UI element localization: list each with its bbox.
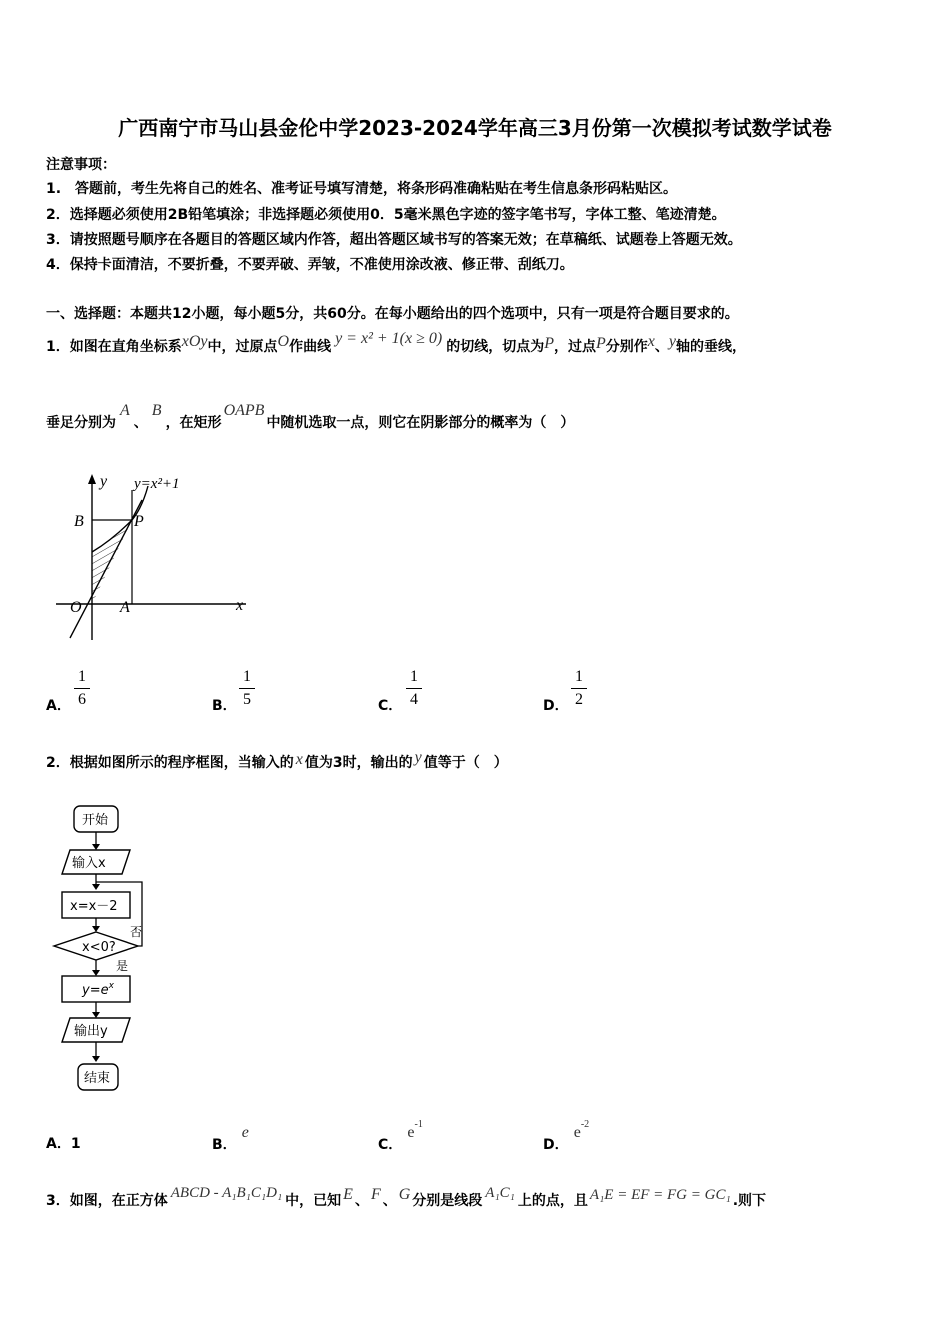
q1-text: 分别作 bbox=[605, 339, 648, 355]
x-axis-label: x bbox=[236, 597, 244, 614]
arrow-head-icon bbox=[92, 970, 100, 976]
q1-text: 中，过原点 bbox=[207, 339, 278, 355]
q2-text: 2．根据如图所示的程序框图，当输入的 bbox=[46, 755, 294, 771]
denominator: 2 bbox=[575, 691, 583, 708]
option-label: A． bbox=[46, 1136, 71, 1152]
q1-text: 、 bbox=[133, 415, 148, 431]
q1-math: xOy bbox=[181, 333, 208, 350]
q3-text: 中，已知 bbox=[285, 1193, 342, 1209]
fraction-bar bbox=[571, 688, 587, 689]
option-label: D． bbox=[543, 1137, 569, 1153]
q2-option-a[interactable] bbox=[46, 1133, 81, 1153]
q2-math: y bbox=[414, 749, 422, 766]
y-axis-arrow-icon bbox=[88, 474, 96, 484]
q1-text: 轴的垂线， bbox=[676, 339, 746, 355]
arrow-head-icon bbox=[92, 1056, 100, 1062]
q2-text: 值等于（ ） bbox=[423, 755, 508, 771]
arrow-head-icon bbox=[92, 1012, 100, 1018]
flow-assign-label: x=x－2 bbox=[70, 899, 118, 914]
q1-option-b-fraction[interactable] bbox=[237, 668, 257, 709]
page-title: 广西南宁市马山县金伦中学2023-2024学年高三3月份第一次模拟考试数学试卷 bbox=[118, 116, 832, 140]
q3-math: F bbox=[370, 1186, 381, 1203]
arrow-head-icon bbox=[92, 844, 100, 850]
q1-math: P bbox=[544, 335, 554, 352]
arrow-head-icon bbox=[92, 884, 100, 890]
q1-text: ，在矩形 bbox=[165, 415, 222, 431]
q2-math: x bbox=[295, 751, 303, 768]
q3-math: A₁E = EF = FG = GC₁ bbox=[589, 1187, 731, 1203]
flow-no-label: 否 bbox=[130, 925, 143, 939]
q3-math: G bbox=[398, 1186, 411, 1203]
flow-calc-base: y=e bbox=[82, 983, 109, 998]
point-a-label: A bbox=[120, 599, 130, 616]
flow-input-label: 输入x bbox=[72, 856, 106, 871]
notice-item: 3．请按照题号顺序在各题目的答题区域内作答，超出答题区域书写的答案无效；在草稿纸、试题卷上答题无效。 bbox=[46, 232, 742, 248]
q1-text: 的切线，切点为 bbox=[446, 339, 545, 355]
fraction-bar bbox=[74, 688, 90, 689]
shaded-region bbox=[92, 520, 132, 604]
q2-option-b[interactable] bbox=[212, 1124, 249, 1153]
flow-calc-exp: x bbox=[108, 981, 114, 991]
q1-text: 1．如图在直角坐标系 bbox=[46, 339, 182, 355]
numerator: 1 bbox=[410, 668, 418, 685]
q1-option-b-label[interactable]: B． bbox=[212, 698, 237, 714]
q3-math: E bbox=[343, 1186, 353, 1203]
option-label: C． bbox=[378, 1137, 403, 1153]
question-1-line-2 bbox=[46, 402, 575, 432]
flow-calc-label bbox=[81, 981, 115, 998]
notice-heading: 注意事项： bbox=[46, 157, 116, 173]
q1-option-c-fraction[interactable] bbox=[404, 668, 424, 709]
option-exp: -2 bbox=[580, 1118, 590, 1130]
denominator: 5 bbox=[243, 691, 251, 708]
option-base: e bbox=[407, 1124, 415, 1141]
numerator: 1 bbox=[78, 668, 86, 685]
q1-math: y bbox=[668, 333, 676, 350]
q3-math: A₁C₁ bbox=[485, 1185, 515, 1201]
q1-text: 作曲线 bbox=[289, 339, 332, 355]
q1-math: x bbox=[647, 333, 655, 350]
q1-text: ，过点 bbox=[554, 339, 596, 355]
option-value: 1 bbox=[70, 1136, 81, 1152]
origin-label: O bbox=[70, 599, 82, 616]
q1-option-a-label[interactable]: A． bbox=[46, 698, 71, 714]
q1-graph-figure bbox=[50, 470, 260, 645]
point-b-label: B bbox=[74, 513, 84, 530]
curve-label: y=x²+1 bbox=[134, 476, 180, 492]
q2-option-d[interactable] bbox=[543, 1118, 590, 1153]
q1-text: 、 bbox=[654, 339, 669, 355]
q1-math: P bbox=[596, 335, 606, 352]
q1-curve-math: y = x² + 1(x ≥ 0) bbox=[335, 330, 443, 347]
denominator: 6 bbox=[78, 691, 86, 708]
notice-item: 4．保持卡面清洁，不要折叠，不要弄破、弄皱，不准使用涂改液、修正带、刮纸刀。 bbox=[46, 257, 574, 273]
q1-option-c-label[interactable]: C． bbox=[378, 698, 403, 714]
question-3-line bbox=[46, 1185, 767, 1210]
option-exp: -1 bbox=[414, 1118, 423, 1130]
section-heading: 一、选择题：本题共12小题，每小题5分，共60分。在每小题给出的四个选项中，只有一项是符合题目要求的。 bbox=[46, 306, 739, 322]
q2-flowchart bbox=[46, 796, 166, 1096]
q1-option-a-fraction[interactable] bbox=[72, 668, 92, 709]
q3-text: 、 bbox=[382, 1193, 397, 1209]
flow-end-label: 结束 bbox=[84, 1071, 111, 1086]
numerator: 1 bbox=[243, 668, 251, 685]
arrow-head-icon bbox=[92, 926, 100, 932]
fraction-bar bbox=[239, 688, 255, 689]
q2-option-c[interactable] bbox=[378, 1118, 423, 1153]
q3-text: 上的点，且 bbox=[517, 1193, 588, 1209]
q1-math: B bbox=[151, 402, 162, 419]
q3-math: ABCD - A₁B₁C₁D₁ bbox=[170, 1185, 283, 1201]
denominator: 4 bbox=[410, 691, 418, 708]
numerator: 1 bbox=[575, 668, 583, 685]
q1-math: OAPB bbox=[223, 402, 265, 419]
point-p-label: P bbox=[134, 513, 144, 530]
q3-text: 分别是线段 bbox=[412, 1193, 483, 1209]
q1-text: 垂足分别为 bbox=[46, 415, 116, 431]
q1-math: O bbox=[277, 333, 290, 350]
flow-condition-label: x<0? bbox=[82, 940, 116, 955]
q2-text: 值为3时，输出的 bbox=[304, 755, 413, 771]
q3-text: 3．如图，在正方体 bbox=[46, 1193, 168, 1209]
notice-item: 2．选择题必须使用2B铅笔填涂；非选择题必须使用0．5毫米黑色字迹的签字笔书写，字体工整、笔迹清楚。 bbox=[46, 207, 726, 223]
fraction-bar bbox=[406, 688, 422, 689]
q1-text: 中随机选取一点，则它在阴影部分的概率为（ ） bbox=[266, 415, 575, 431]
option-value: e bbox=[241, 1124, 249, 1141]
option-label: B． bbox=[212, 1137, 237, 1153]
question-1-line-1 bbox=[46, 330, 746, 356]
q1-option-d-fraction[interactable] bbox=[569, 668, 589, 709]
flow-yes-label: 是 bbox=[116, 959, 129, 973]
flow-start-label: 开始 bbox=[82, 813, 109, 828]
y-axis-label: y bbox=[100, 473, 108, 490]
q3-text: .则下 bbox=[732, 1193, 767, 1209]
question-2-line bbox=[46, 749, 508, 772]
option-base: e bbox=[573, 1124, 581, 1141]
notice-item: 1. 答题前，考生先将自己的姓名、准考证号填写清楚，将条形码准确粘贴在考生信息条形码粘贴区。 bbox=[46, 181, 678, 197]
q1-option-d-label[interactable]: D． bbox=[543, 698, 569, 714]
flow-output-label: 输出y bbox=[74, 1024, 108, 1039]
q3-text: 、 bbox=[354, 1193, 369, 1209]
q1-math: A bbox=[120, 402, 130, 419]
